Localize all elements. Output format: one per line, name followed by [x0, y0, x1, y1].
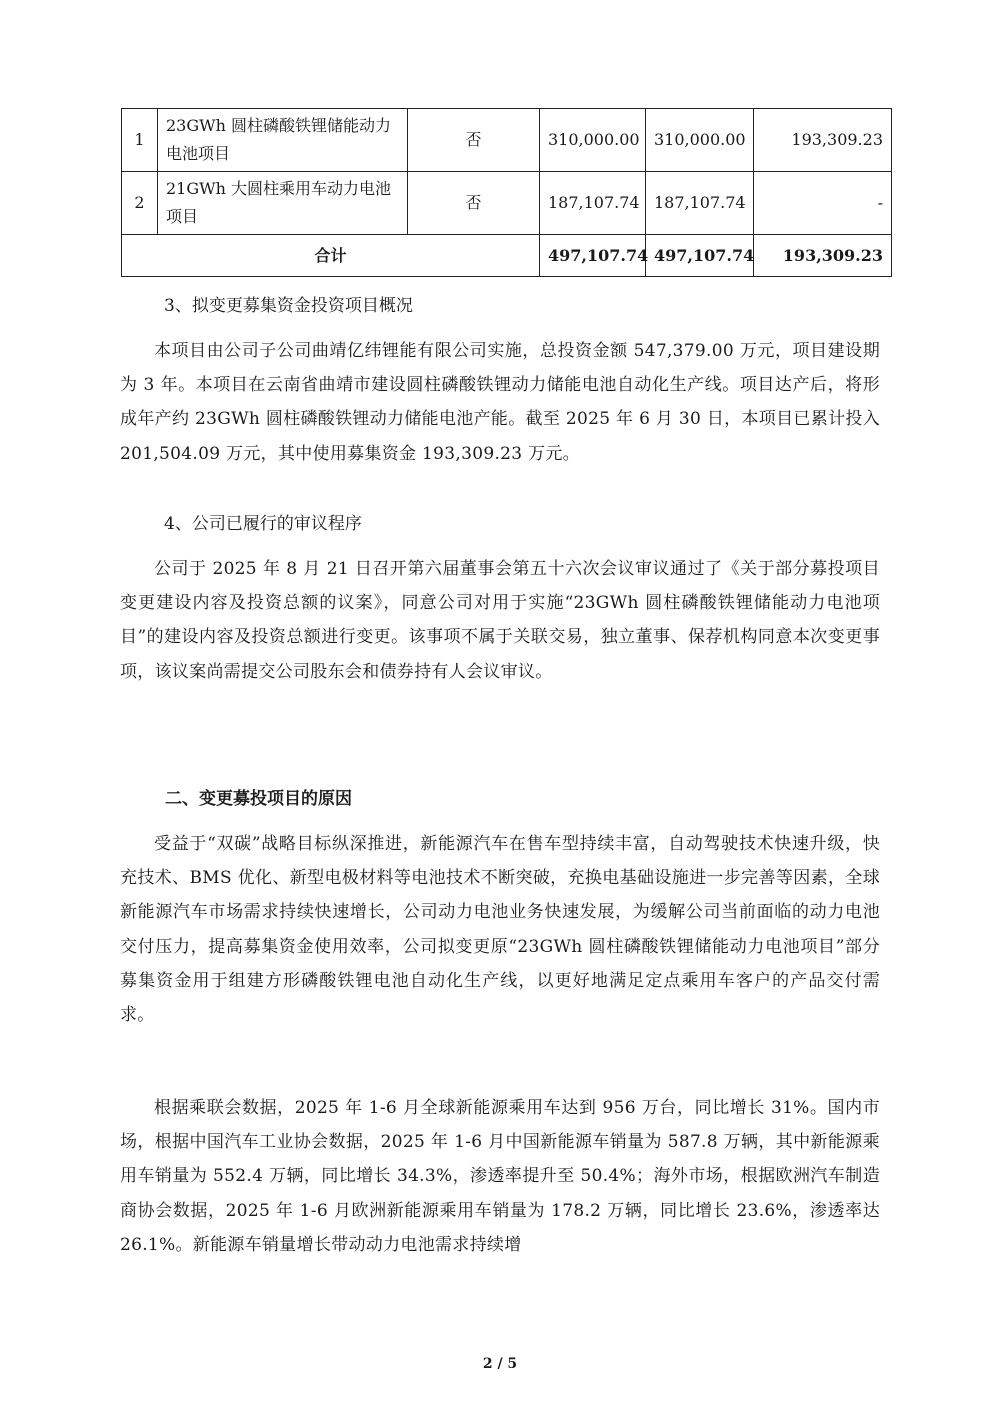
amount-cell: 187,107.74 [540, 172, 646, 235]
changed-flag: 否 [408, 172, 540, 235]
amount-cell: 310,000.00 [540, 109, 646, 172]
amount-cell: 193,309.23 [754, 109, 892, 172]
part-2-paragraph-2: 根据乘联会数据，2025 年 1-6 月全球新能源乘用车达到 956 万台，同比增长 31%。国内市场，根据中国汽车工业协会数据，2025 年 1-6 月中国新能源车销量为 587.8 万辆，其中新能源乘用车销量为 552.4 万辆，同比增长 34.3%，渗透率提升至 50.4%；海外市场，根据欧洲汽车制造商协会数据，2025 年 1-6 月欧洲新能源乘用车销量为 178.2 万辆，同比增长 23.6%，渗透率达 26.1%。新能源车销量增长带动动力电池需求持续增 [120, 1098, 880, 1255]
section-3-body: 本项目由公司子公司曲靖亿纬锂能有限公司实施，总投资金额 547,379.00 万元，项目建设期为 3 年。本项目在云南省曲靖市建设圆柱磷酸铁锂动力储能电池自动化生产线。项目达产后，将形成年产约 23GWh 圆柱磷酸铁锂动力储能电池产能。截至 2025 年 6 月 30 日，本项目已累计投入 201,504.09 万元，其中使用募集资金 193,309.23 万元。 [120, 341, 880, 464]
table-total-row [122, 235, 892, 277]
changed-flag: 否 [408, 109, 540, 172]
page-number: 2 / 5 [482, 1356, 518, 1372]
project-name: 21GWh 大圆柱乘用车动力电池项目 [158, 172, 408, 235]
total-amount: 193,309.23 [754, 235, 892, 277]
fund-table [121, 108, 892, 277]
table-row [122, 172, 892, 235]
table-row [122, 109, 892, 172]
row-number: 2 [122, 172, 158, 235]
section-4-body: 公司于 2025 年 8 月 21 日召开第六届董事会第五十六次会议审议通过了《关于部分募投项目变更建设内容及投资总额的议案》，同意公司对用于实施“23GWh 圆柱磷酸铁锂储能动力电池项目”的建设内容及投资总额进行变更。该事项不属于关联交易，独立董事、保荐机构同意本次变更事项，该议案尚需提交公司股东会和债券持有人会议审议。 [120, 559, 880, 682]
part-2-heading: 二、变更募投项目的原因 [165, 789, 352, 809]
amount-cell: 310,000.00 [646, 109, 754, 172]
section-3-heading: 3、拟变更募集资金投资项目概况 [164, 296, 413, 316]
total-amount: 497,107.74 [540, 235, 646, 277]
amount-cell: - [754, 172, 892, 235]
total-amount: 497,107.74 [646, 235, 754, 277]
amount-cell: 187,107.74 [646, 172, 754, 235]
project-name: 23GWh 圆柱磷酸铁锂储能动力电池项目 [158, 109, 408, 172]
section-4-heading: 4、公司已履行的审议程序 [164, 514, 362, 534]
part-2-paragraph-1: 受益于“双碳”战略目标纵深推进，新能源汽车在售车型持续丰富，自动驾驶技术快速升级，快充技术、BMS 优化、新型电极材料等电池技术不断突破，充换电基础设施进一步完善等因素，全球新能源汽车市场需求持续快速增长，公司动力电池业务快速发展，为缓解公司当前面临的动力电池交付压力，提高募集资金使用效率，公司拟变更原“23GWh 圆柱磷酸铁锂储能动力电池项目”部分募集资金用于组建方形磷酸铁锂电池自动化生产线，以更好地满足定点乘用车客户的产品交付需求。 [120, 834, 880, 1026]
total-label: 合计 [122, 235, 540, 277]
row-number: 1 [122, 109, 158, 172]
